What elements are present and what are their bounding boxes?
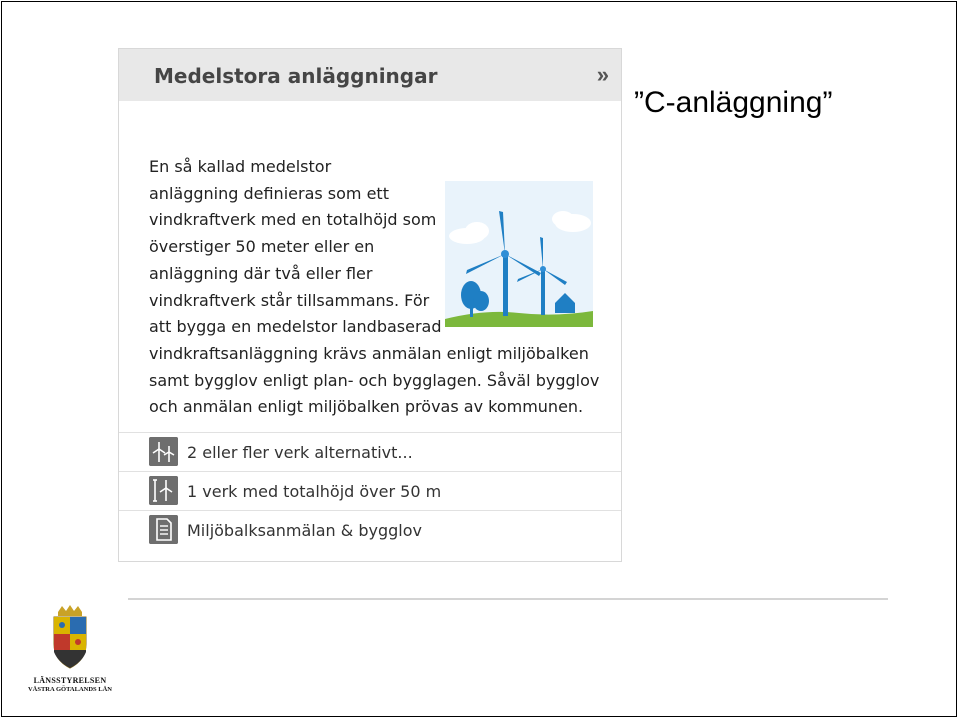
document-icon (149, 515, 178, 544)
list-item-multiple-turbines[interactable] (119, 432, 621, 471)
multiple-turbines-icon (149, 437, 178, 466)
list-item-label: 1 verk med totalhöjd över 50 m (187, 482, 442, 501)
list-item-label: 2 eller fler verk alternativt... (187, 443, 413, 462)
description-line: anläggning där två eller fler (149, 263, 373, 283)
panel-title: Medelstora anläggningar (154, 64, 438, 88)
description-line: vindkraftverk står tillsammans. För (149, 290, 430, 310)
panel-body (119, 101, 621, 431)
description-line: och anmälan enligt miljöbalken prövas av kommunen. (149, 397, 584, 417)
description-line: vindkraftsanläggning krävs anmälan enligt miljöbalken (149, 343, 589, 363)
description-line: En så kallad medelstor (149, 157, 332, 176)
list-item-label: Miljöbalksanmälan & bygglov (187, 521, 422, 540)
description-line: anläggning definieras som ett (149, 183, 389, 203)
org-name: LÄNSSTYRELSEN (33, 676, 107, 685)
wind-turbines-illustration (445, 181, 593, 327)
description-line: vindkraftverk med en totalhöjd som (149, 210, 437, 230)
description-line: överstiger 50 meter eller en (149, 237, 375, 257)
single-turbine-height-icon (149, 476, 178, 505)
panel-header (119, 49, 621, 101)
org-region: VÄSTRA GÖTALANDS LÄN (27, 686, 113, 693)
footer-divider (128, 598, 888, 600)
expand-icon[interactable]: » (596, 62, 609, 87)
info-panel (118, 48, 622, 562)
slide-title: ”C-anläggning” (634, 86, 833, 119)
option-list (119, 432, 621, 549)
description-line: att bygga en medelstor landbaserad (149, 317, 442, 337)
list-item-single-turbine[interactable] (119, 471, 621, 510)
list-item-permits[interactable] (119, 510, 621, 549)
description-line: samt bygglov enligt plan- och bygglagen. Såväl bygglov (149, 370, 600, 390)
